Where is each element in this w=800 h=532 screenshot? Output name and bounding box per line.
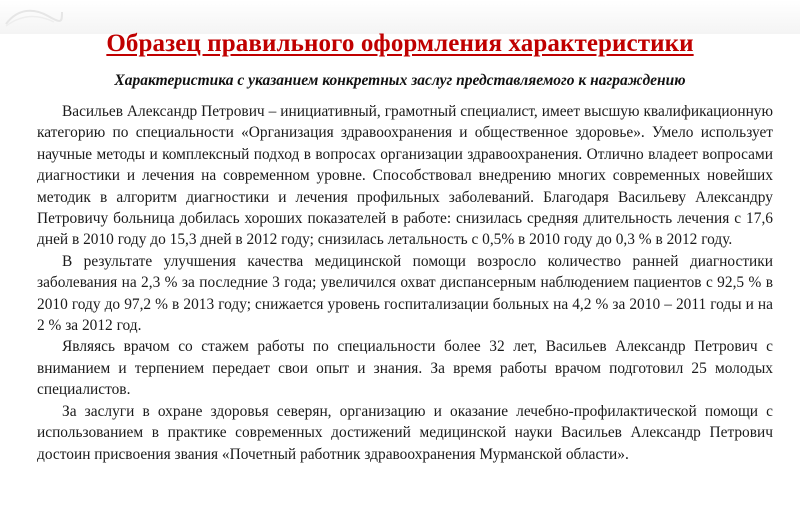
paragraph: За заслуги в охране здоровья северян, организацию и оказание лечебно-профилактической помощи с использованием в практике современных достижений медицинской науки Васильев Александр Петрович достоин присвоения звания «Почетный работник здравоохранения Мурманской области». — [37, 402, 773, 463]
decorative-header-band — [0, 0, 800, 34]
document-body — [37, 101, 773, 465]
paragraph: Являясь врачом со стажем работы по специальности более 32 лет, Васильев Александр Петрович с вниманием и терпением передает свои опыт и знания. За время работы врачом подготовил 25 молодых специалистов. — [37, 338, 773, 399]
paragraph: Васильев Александр Петрович – инициативный, грамотный специалист, имеет высшую квалификационную категорию по специальности «Организация здравоохранения и общественное здоровье». Умело использует научные методы и комплексный подход в вопросах организации здравоохранения. Отлично владеет вопросами диагностики и лечения на современном уровне. Способствовал внедрению многих современных новейших методик в алгоритм диагностики и лечения профильных заболеваний. Благодаря Васильеву Александру Петровичу больница добилась хороших показателей в работе: снизилась средняя длительность лечения с 17,6 дней в 2010 году до 15,3 дней в 2012 году; снизилась летальность с 0,5% в 2010 году до 0,3 % в 2012 году. — [37, 103, 773, 249]
page-subtitle: Характеристика с указанием конкретных заслуг представляемого к награждению — [114, 72, 686, 89]
paragraph: В результате улучшения качества медицинской помощи возросло количество ранней диагностики заболевания на 2,3 % за последние 3 года; увеличился охват диспансерным наблюдением пациентов с 92,5 % в 2010 году до 97,2 % в 2013 году; снижается уровень госпитализации больных на 4,2 % за 2010 – 2011 годы и на 2 % за 2012 год. — [37, 252, 773, 335]
page-title: Образец правильного оформления характеристики — [106, 30, 694, 57]
